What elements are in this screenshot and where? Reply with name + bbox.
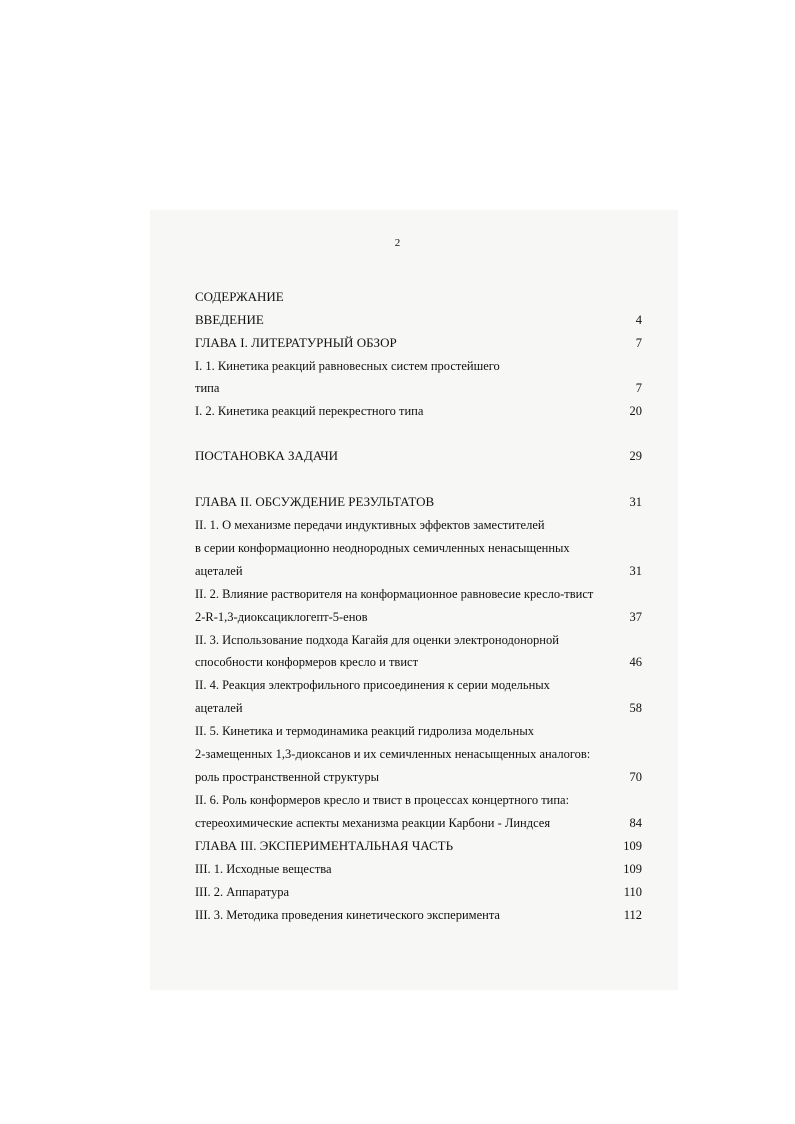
toc-heading [195, 310, 642, 330]
toc-entry-title: 2-замещенных 1,3-диоксанов и их семичленных ненасыщенных аналогов: [195, 747, 591, 761]
toc-entry-page: 4 [635, 313, 642, 327]
toc-entry [195, 813, 642, 833]
toc-entry-page: 110 [623, 885, 642, 899]
toc-entry-title: ГЛАВА II. ОБСУЖДЕНИЕ РЕЗУЛЬТАТОВ [195, 494, 435, 509]
toc-heading [195, 287, 642, 307]
toc-entry [195, 675, 642, 695]
toc-entry-title: I. 1. Кинетика реакций равновесных систем простейшего [195, 359, 500, 373]
toc-entry [195, 905, 642, 925]
toc-entry-title: III. 1. Исходные вещества [195, 862, 332, 876]
toc-entry-title: роль пространственной структуры [195, 770, 379, 784]
toc-entry-title: СОДЕРЖАНИЕ [195, 289, 284, 304]
toc-entry-title: II. 5. Кинетика и термодинамика реакций гидролиза модельных [195, 724, 534, 738]
toc-entry-page: 37 [629, 610, 642, 624]
toc-entry [195, 538, 642, 558]
toc-entry-title: II. 2. Влияние растворителя на конформационное равновесие кресло-твист [195, 587, 594, 601]
toc-entry-page: 58 [629, 701, 642, 715]
toc-entry-page: 109 [623, 839, 642, 853]
toc-entry [195, 882, 642, 902]
toc-entry-page: 20 [629, 404, 642, 418]
toc-entry-title: стереохимические аспекты механизма реакции Карбони - Линдсея [195, 816, 551, 830]
toc-entry-title: II. 3. Использование подхода Кагайя для оценки электронодонорной [195, 633, 559, 647]
toc-entry-title: ацеталей [195, 701, 243, 715]
toc-entry-title: в серии конформационно неоднородных семичленных ненасыщенных [195, 541, 570, 555]
toc-entry [195, 652, 642, 672]
toc-entry-title: типа [195, 381, 220, 395]
toc-heading [195, 836, 642, 856]
toc-entry [195, 561, 642, 581]
toc-entry-title: I. 2. Кинетика реакций перекрестного типа [195, 404, 424, 418]
toc-entry [195, 630, 642, 650]
toc-entry-title: III. 3. Методика проведения кинетического эксперимента [195, 908, 500, 922]
toc-entry [195, 698, 642, 718]
toc-entry-title: II. 1. О механизме передачи индуктивных эффектов заместителей [195, 518, 545, 532]
toc-entry-page: 31 [629, 495, 642, 509]
toc-entry-title: ПОСТАНОВКА ЗАДАЧИ [195, 448, 339, 463]
toc-heading [195, 446, 642, 466]
toc-entry-page: 31 [629, 564, 642, 578]
toc-entry-page: 29 [629, 449, 642, 463]
toc-entry-page: 70 [629, 770, 642, 784]
toc-entry-title: ВВЕДЕНИЕ [195, 312, 264, 327]
toc-entry-title: способности конформеров кресло и твист [195, 655, 419, 669]
toc-heading [195, 333, 642, 353]
toc-entry [195, 607, 642, 627]
toc-entry-page: 7 [635, 336, 642, 350]
toc-entry-title: II. 6. Роль конформеров кресло и твист в процессах концертного типа: [195, 793, 570, 807]
toc-entry-page: 112 [623, 908, 642, 922]
toc-entry-title: 2-R-1,3-диоксациклогепт-5-енов [195, 610, 368, 624]
page-number: 2 [394, 237, 401, 249]
toc-entry-page: 46 [629, 655, 642, 669]
toc-entry [195, 378, 642, 398]
toc-entry [195, 721, 642, 741]
toc-entry [195, 790, 642, 810]
toc-entry [195, 859, 642, 879]
toc-entry [195, 356, 642, 376]
toc-entry [195, 584, 642, 604]
toc-entry-page: 109 [623, 862, 642, 876]
toc-entry-title: II. 4. Реакция электрофильного присоединения к серии модельных [195, 678, 550, 692]
toc-entry-page: 84 [629, 816, 642, 830]
toc-entry [195, 515, 642, 535]
toc-entry-title: ацеталей [195, 564, 243, 578]
toc-entry [195, 744, 642, 764]
toc-heading [195, 492, 642, 512]
toc-entry [195, 767, 642, 787]
toc-entry-page: 7 [635, 381, 642, 395]
toc-entry [195, 401, 642, 421]
toc-entry-title: III. 2. Аппаратура [195, 885, 290, 899]
toc-entry-title: ГЛАВА I. ЛИТЕРАТУРНЫЙ ОБЗОР [195, 335, 397, 350]
toc-entry-title: ГЛАВА III. ЭКСПЕРИМЕНТАЛЬНАЯ ЧАСТЬ [195, 838, 454, 853]
